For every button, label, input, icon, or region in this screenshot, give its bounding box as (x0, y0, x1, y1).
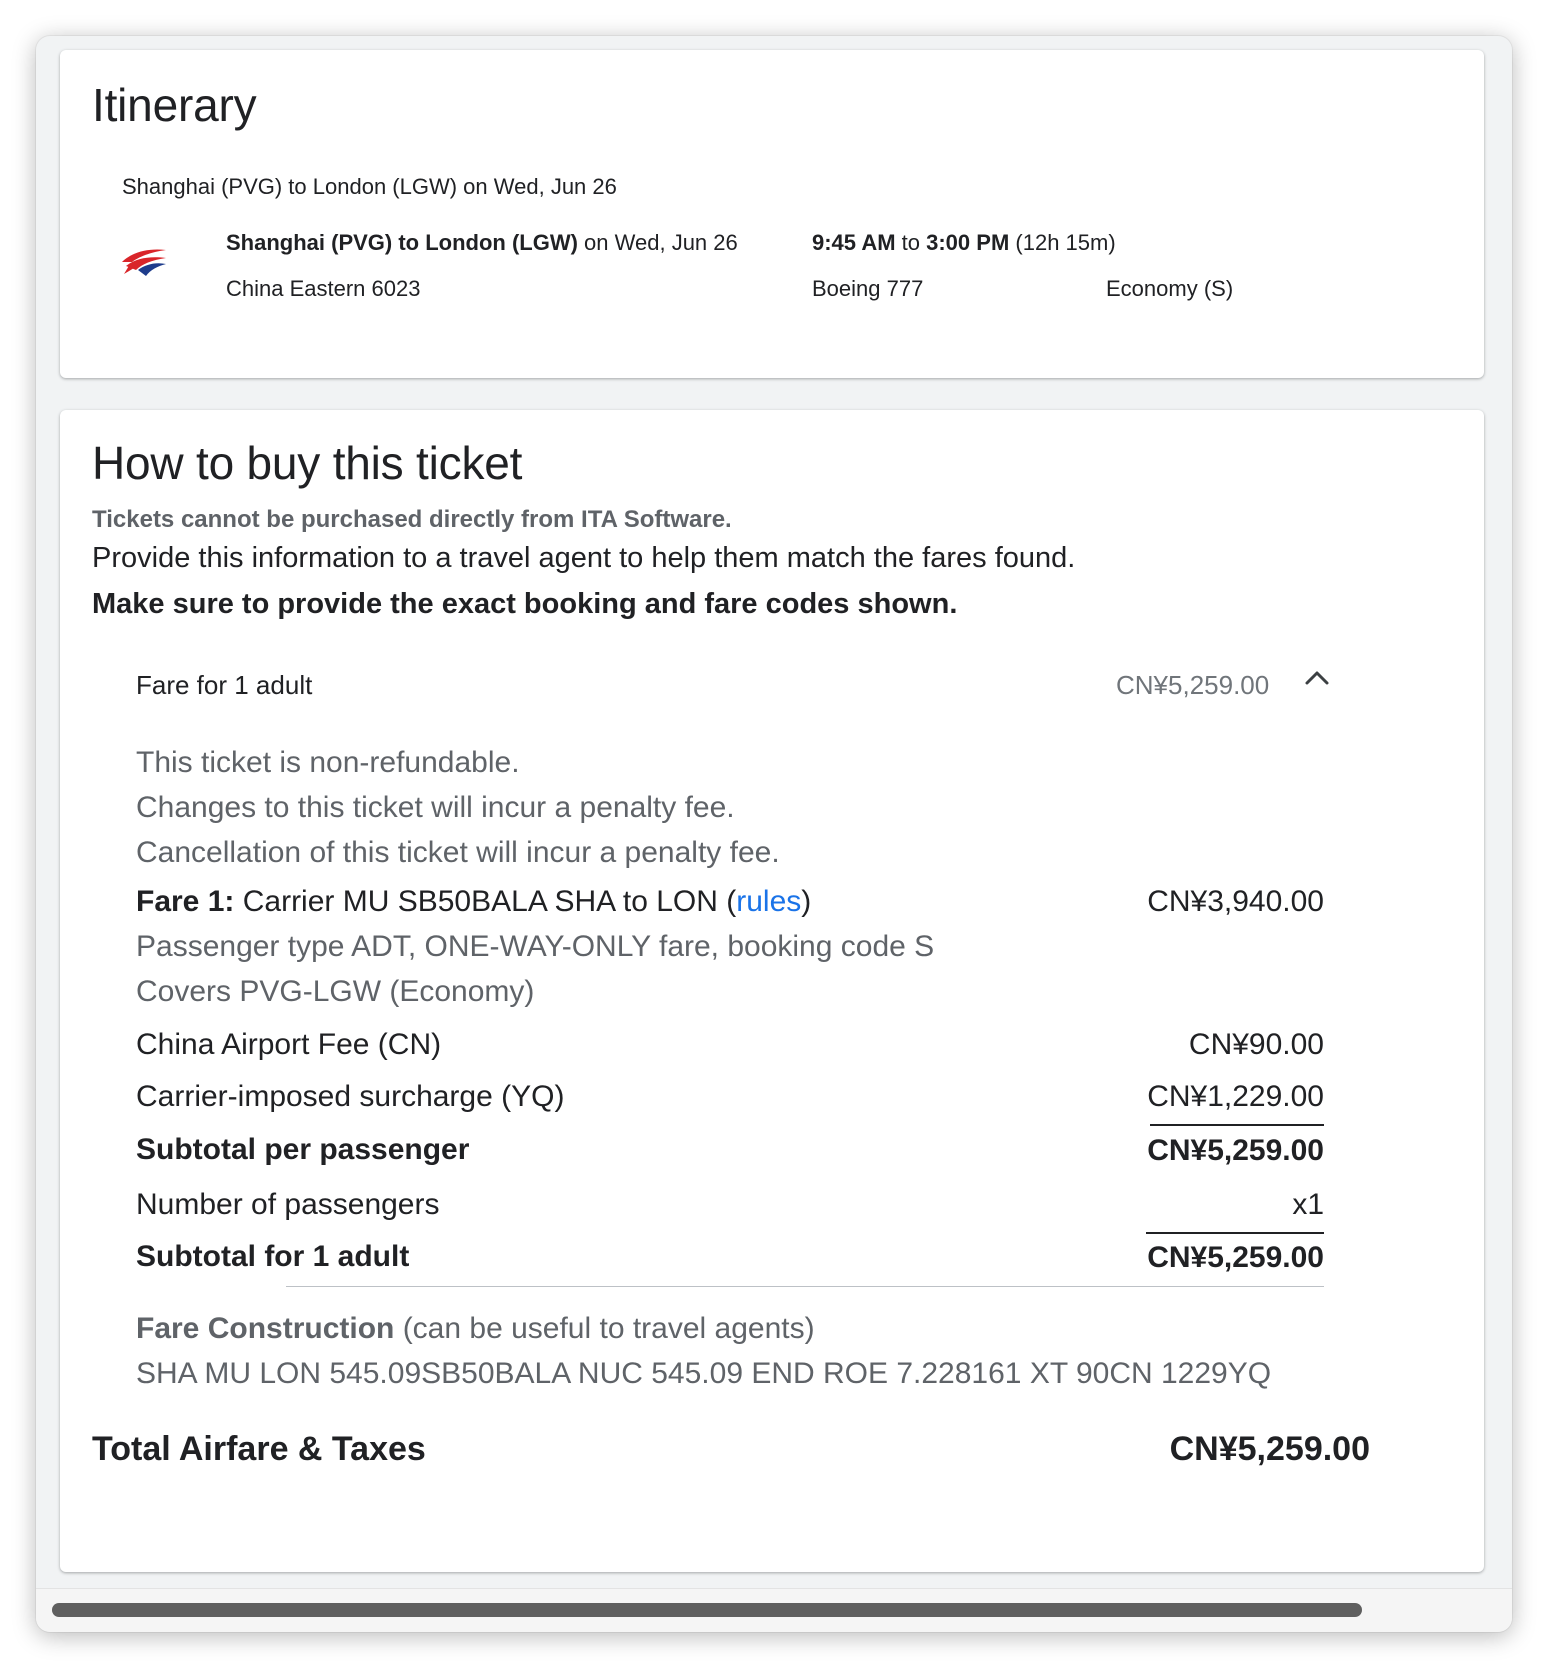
browser-window (36, 36, 1512, 1632)
horizontal-scrollbar[interactable] (36, 1588, 1512, 1632)
fare1-label-text: Carrier MU SB50BALA SHA to LON ( (234, 885, 737, 918)
fee-airport-label: China Airport Fee (CN) (136, 1028, 442, 1061)
fee-surcharge-label: Carrier-imposed surcharge (YQ) (136, 1080, 565, 1113)
segment-arr-time: 3:00 PM (926, 230, 1010, 255)
total-label: Total Airfare & Taxes (92, 1430, 426, 1468)
subtotal-per-passenger-amount: CN¥5,259.00 (1147, 1134, 1324, 1167)
fare-section-header[interactable] (120, 658, 1410, 710)
fare1-amount: CN¥3,940.00 (1147, 885, 1324, 918)
condition-cancel-fee: Cancellation of this ticket will incur a penalty fee. (136, 836, 780, 869)
itinerary-title: Itinerary (92, 79, 257, 131)
fare-header-label: Fare for 1 adult (136, 670, 313, 700)
fare-construction-label-text: (can be useful to travel agents) (394, 1312, 815, 1345)
fare-construction-label-bold: Fare Construction (136, 1312, 395, 1345)
how-to-buy-card (60, 410, 1484, 1572)
how-to-buy-title: How to buy this ticket (92, 437, 523, 489)
passenger-divider (1146, 1232, 1324, 1234)
fare1-coverage: Covers PVG-LGW (Economy) (136, 975, 535, 1008)
condition-change-fee: Changes to this ticket will incur a penalty fee. (136, 791, 735, 824)
itinerary-route-summary: Shanghai (PVG) to London (LGW) on Wed, Jun 26 (122, 174, 617, 199)
num-passengers-amount: x1 (1292, 1188, 1324, 1221)
fare-header-price: CN¥5,259.00 (1116, 670, 1270, 700)
agent-instructions: Provide this information to a travel agent to help them match the fares found. (92, 542, 1076, 574)
purchase-note: Tickets cannot be purchased directly from ITA Software. (92, 506, 732, 533)
num-passengers-label: Number of passengers (136, 1188, 440, 1221)
subtotal-adult-label: Subtotal for 1 adult (136, 1240, 410, 1273)
subtotal-adult-amount: CN¥5,259.00 (1147, 1241, 1324, 1274)
fare1-passenger-type: Passenger type ADT, ONE-WAY-ONLY fare, booking code S (136, 930, 935, 963)
fee-airport-amount: CN¥90.00 (1188, 1028, 1324, 1061)
segment-route (226, 230, 738, 256)
segment-dep-time: 9:45 AM (812, 230, 896, 255)
itinerary-card (60, 50, 1484, 378)
scrollbar-thumb[interactable] (52, 1603, 1362, 1617)
segment-flight: China Eastern 6023 (226, 276, 421, 301)
exact-codes-note: Make sure to provide the exact booking and fare codes shown. (92, 588, 958, 620)
fare-rules-link[interactable]: rules (736, 885, 802, 918)
fee-surcharge-amount: CN¥1,229.00 (1147, 1080, 1324, 1113)
subtotal-divider (1150, 1124, 1324, 1126)
china-eastern-logo-icon (118, 240, 170, 284)
condition-non-refundable: This ticket is non-refundable. (136, 746, 520, 779)
segment-cabin: Economy (S) (1106, 276, 1234, 301)
subtotal-per-passenger-label: Subtotal per passenger (136, 1133, 470, 1166)
segment-to: to (895, 230, 927, 255)
segment-route-bold: Shanghai (PVG) to London (LGW) (226, 230, 578, 255)
fare1-label (136, 885, 811, 919)
fare-construction-code: SHA MU LON 545.09SB50BALA NUC 545.09 END ROE 7.228161 XT 90CN 1229YQ (136, 1357, 1272, 1390)
segment-aircraft: Boeing 777 (812, 276, 924, 301)
fare1-label-bold: Fare 1: (136, 885, 235, 918)
fare-construction-label (136, 1312, 815, 1346)
total-amount: CN¥5,259.00 (1169, 1430, 1370, 1468)
segment-date: on Wed, Jun 26 (577, 230, 738, 255)
fare1-label-close: ) (801, 885, 812, 918)
chevron-up-icon[interactable] (1304, 668, 1330, 691)
fare-section-divider (286, 1286, 1324, 1287)
segment-duration: (12h 15m) (1009, 230, 1116, 255)
segment-times (812, 230, 1116, 256)
